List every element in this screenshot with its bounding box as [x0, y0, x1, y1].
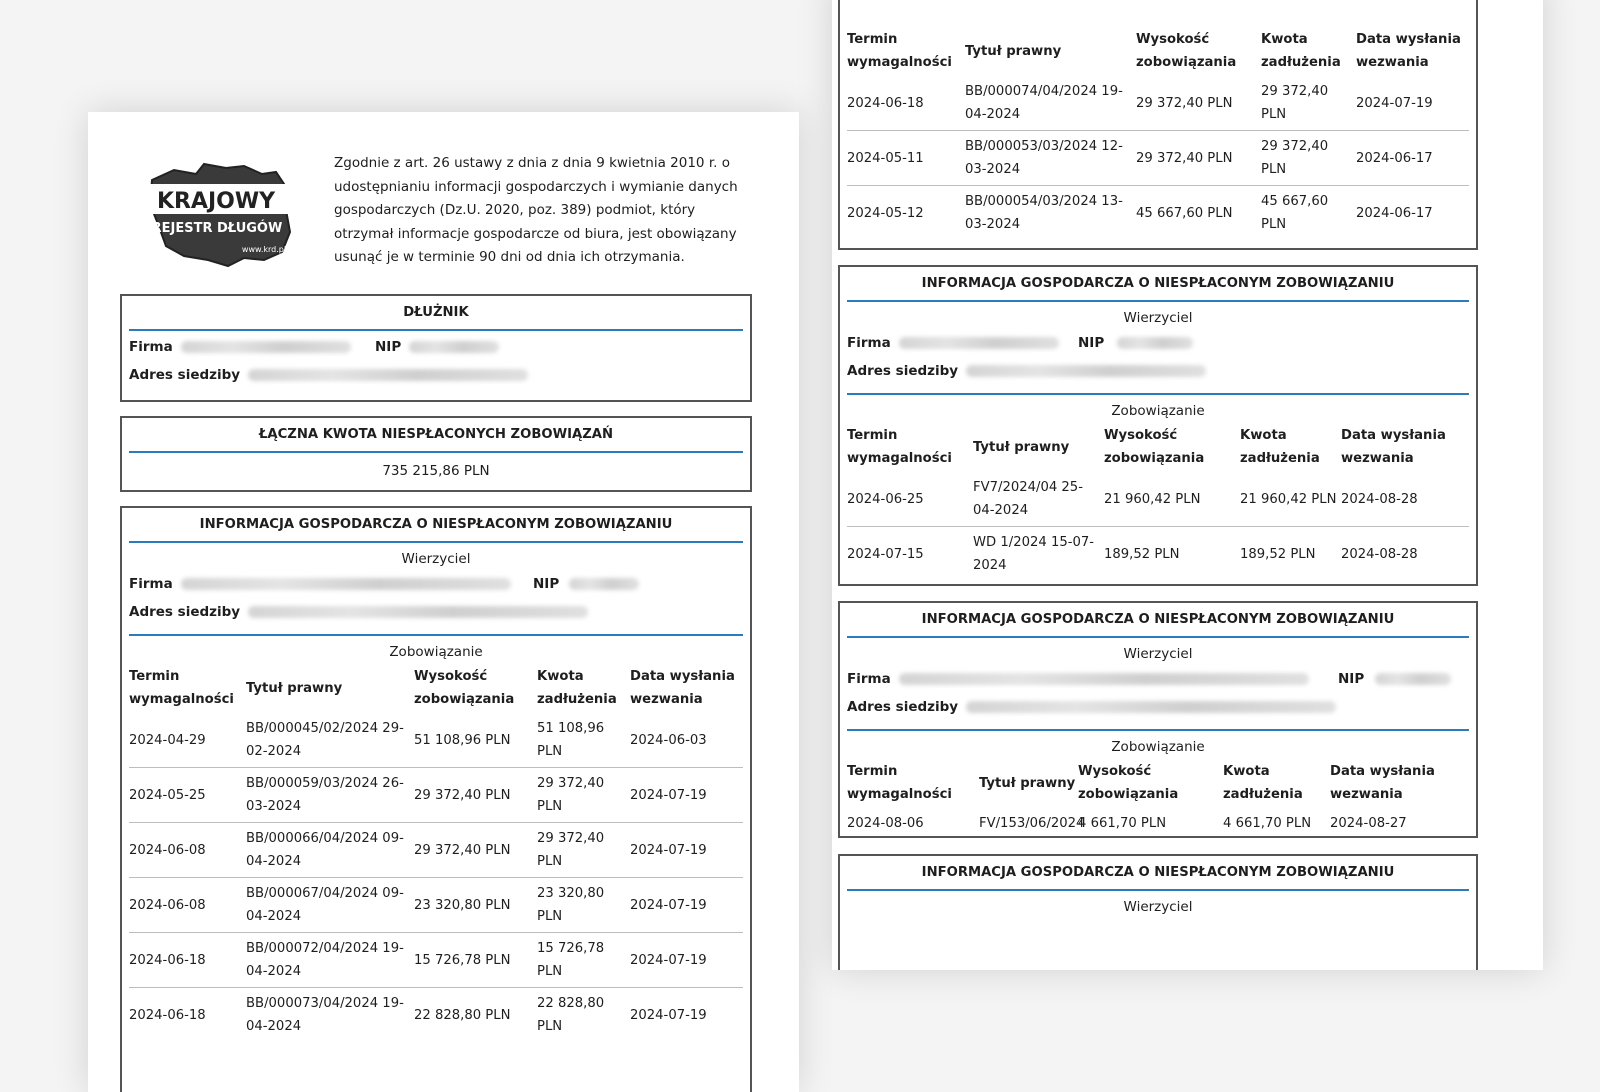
creditor-address-row [129, 598, 743, 626]
table-cell: 21 960,42 PLN [1240, 491, 1337, 507]
table-cell: 29 372,40 PLN [1136, 150, 1233, 166]
creditor-heading: Wierzyciel [1123, 646, 1193, 662]
table-cell: WD 1/2024 15-07-2024 [973, 535, 1095, 573]
col-header: Termin wymagalności [847, 428, 952, 466]
redacted-value [966, 365, 1206, 377]
table-cell: 29 372,40 PLN [537, 776, 605, 814]
address-label: Adres siedziby [129, 367, 241, 383]
col-header: Data wysłania wezwania [1330, 764, 1435, 802]
logo-line1: KRAJOWY [156, 189, 276, 214]
table-cell: 4 661,70 PLN [1078, 816, 1167, 831]
table-row [129, 933, 743, 988]
table-cell: 2024-06-17 [1356, 205, 1433, 221]
col-header: Tytuł prawny [973, 439, 1070, 455]
nip-label: NIP [1078, 335, 1105, 351]
table-cell: BB/000059/03/2024 26-03-2024 [246, 776, 404, 814]
table-cell: 2024-07-19 [1356, 95, 1433, 111]
document-page-left [88, 112, 799, 1092]
col-header: Wysokość zobowiązania [414, 669, 515, 707]
debt-info-section [120, 506, 752, 1092]
table-row [847, 186, 1469, 241]
total-section [120, 416, 752, 492]
address-label: Adres siedziby [847, 699, 959, 715]
section-title: INFORMACJA GOSPODARCZA O NIESPŁACONYM ZOBOWIĄZANIU [129, 508, 743, 543]
table-cell: 23 320,80 PLN [537, 886, 605, 924]
redacted-value [899, 673, 1309, 685]
debt-info-section [838, 601, 1478, 838]
table-cell: BB/000045/02/2024 29-02-2024 [246, 721, 404, 759]
obligations-table [129, 663, 743, 1042]
table-cell: 2024-06-18 [129, 952, 206, 968]
table-cell: 29 372,40 PLN [537, 831, 605, 869]
section-title: ŁĄCZNA KWOTA NIESPŁACONYCH ZOBOWIĄZAŃ [129, 418, 743, 453]
redacted-value [569, 578, 639, 590]
table-cell: 2024-06-18 [847, 95, 924, 111]
table-cell: FV7/2024/04 25-04-2024 [973, 480, 1083, 518]
col-header: Termin wymagalności [847, 764, 952, 802]
table-cell: 2024-06-08 [129, 842, 206, 858]
table-cell: 15 726,78 PLN [537, 941, 605, 979]
creditor-address-row [847, 357, 1469, 385]
table-row [129, 768, 743, 823]
redacted-value [181, 341, 351, 353]
creditor-firma-row [129, 570, 743, 598]
table-cell: 4 661,70 PLN [1223, 816, 1312, 831]
table-cell: BB/000053/03/2024 12-03-2024 [965, 139, 1123, 177]
table-row [847, 527, 1469, 582]
table-row [847, 76, 1469, 131]
legal-notice: Zgodnie z art. 26 ustawy z dnia z dnia 9 kwietnia 2010 r. o udostępnianiu informacji gospodarczych i wymianie danych gospodarczych (Dz.U. 2020, poz. 389) podmiot, który otrzymał informacje gospodarcze od biura, jest obowiązany usunąć je w terminie 90 dni od dnia ich otrzymania. [334, 155, 738, 265]
table-cell: 189,52 PLN [1104, 546, 1180, 562]
table-cell: 2024-08-28 [1341, 546, 1418, 562]
table-row [129, 988, 743, 1043]
document-page-right [832, 0, 1543, 970]
table-cell: BB/000073/04/2024 19-04-2024 [246, 996, 404, 1034]
section-title: INFORMACJA GOSPODARCZA O NIESPŁACONYM ZOBOWIĄZANIU [847, 603, 1469, 638]
table-cell: 2024-07-19 [630, 1007, 707, 1023]
section-title: DŁUŻNIK [129, 296, 743, 331]
table-cell: 2024-08-27 [1330, 816, 1407, 831]
table-cell: 2024-07-19 [630, 787, 707, 803]
col-header: Data wysłania wezwania [1356, 32, 1461, 70]
debt-info-section [838, 265, 1478, 586]
table-row [129, 713, 743, 768]
redacted-value [966, 701, 1336, 713]
creditor-firma-row [847, 665, 1469, 693]
creditor-firma-row [847, 329, 1469, 357]
col-header: Tytuł prawny [979, 775, 1076, 791]
creditor-address-row [847, 693, 1469, 721]
table-cell: 2024-06-18 [129, 1007, 206, 1023]
table-cell: 45 667,60 PLN [1261, 194, 1329, 232]
firma-label: Firma [129, 576, 173, 592]
section-title: INFORMACJA GOSPODARCZA O NIESPŁACONYM ZOBOWIĄZANIU [847, 267, 1469, 302]
section-title: INFORMACJA GOSPODARCZA O NIESPŁACONYM ZOBOWIĄZANIU [847, 856, 1469, 891]
table-cell: 2024-06-25 [847, 491, 924, 507]
table-cell: 2024-08-06 [847, 816, 924, 831]
firma-label: Firma [847, 671, 891, 687]
nip-label: NIP [375, 339, 402, 355]
table-body [847, 472, 1469, 581]
col-header: Kwota zadłużenia [1223, 764, 1303, 802]
table-header-row [847, 26, 1469, 76]
table-cell: 51 108,96 PLN [414, 732, 511, 748]
creditor-heading: Wierzyciel [1123, 310, 1193, 326]
total-amount: 735 215,86 PLN [382, 463, 490, 479]
table-cell: 21 960,42 PLN [1104, 491, 1201, 507]
redacted-value [409, 341, 499, 353]
table-cell: 29 372,40 PLN [1261, 139, 1329, 177]
obligations-table [847, 422, 1469, 581]
table-cell: 2024-04-29 [129, 732, 206, 748]
table-cell: 22 828,80 PLN [414, 1007, 511, 1023]
col-header: Kwota zadłużenia [1240, 428, 1320, 466]
table-header-row [847, 422, 1469, 472]
debtor-section [120, 294, 752, 402]
table-cell: BB/000066/04/2024 09-04-2024 [246, 831, 404, 869]
firma-label: Firma [847, 335, 891, 351]
table-cell: FV/153/06/2024 [979, 816, 1085, 831]
table-cell: 45 667,60 PLN [1136, 205, 1233, 221]
table-cell: 29 372,40 PLN [414, 842, 511, 858]
debtor-address-row [129, 361, 743, 389]
firma-label: Firma [129, 339, 173, 355]
creditor-heading: Wierzyciel [1123, 899, 1193, 915]
redacted-value [1375, 673, 1451, 685]
table-row [847, 808, 1469, 839]
table-cell: 2024-07-19 [630, 842, 707, 858]
table-body [847, 76, 1469, 240]
table-cell: BB/000067/04/2024 09-04-2024 [246, 886, 404, 924]
table-cell: 2024-06-03 [630, 732, 707, 748]
col-header: Wysokość zobowiązania [1104, 428, 1205, 466]
col-header: Termin wymagalności [129, 669, 234, 707]
table-row [129, 878, 743, 933]
col-header: Termin wymagalności [847, 32, 952, 70]
debtor-firma-row [129, 333, 743, 361]
table-cell: 29 372,40 PLN [1136, 95, 1233, 111]
krd-logo [144, 160, 294, 270]
redacted-value [1117, 337, 1193, 349]
logo-url: www.krd.pl [241, 245, 287, 254]
debt-info-continued [838, 0, 1478, 250]
table-cell: BB/000074/04/2024 19-04-2024 [965, 84, 1123, 122]
redacted-value [181, 578, 511, 590]
col-header: Tytuł prawny [965, 43, 1062, 59]
table-cell: 2024-07-15 [847, 546, 924, 562]
table-row [847, 472, 1469, 527]
table-row [847, 131, 1469, 186]
table-header-row [847, 758, 1469, 808]
table-body [847, 808, 1469, 839]
logo-line2: REJESTR DŁUGÓW [151, 221, 283, 236]
col-header: Wysokość zobowiązania [1136, 32, 1237, 70]
nip-label: NIP [533, 576, 560, 592]
table-cell: 23 320,80 PLN [414, 897, 511, 913]
table-cell: 189,52 PLN [1240, 546, 1316, 562]
obligations-table [847, 26, 1469, 240]
table-cell: 2024-05-11 [847, 150, 924, 166]
address-label: Adres siedziby [129, 604, 241, 620]
table-body [129, 713, 743, 1042]
col-header: Data wysłania wezwania [1341, 428, 1446, 466]
table-cell: 2024-07-19 [630, 952, 707, 968]
obligation-heading: Zobowiązanie [1111, 403, 1205, 419]
table-cell: 2024-06-17 [1356, 150, 1433, 166]
table-cell: BB/000054/03/2024 13-03-2024 [965, 194, 1123, 232]
address-label: Adres siedziby [847, 363, 959, 379]
table-cell: 51 108,96 PLN [537, 721, 605, 759]
table-cell: 2024-08-28 [1341, 491, 1418, 507]
table-row [129, 823, 743, 878]
table-cell: 29 372,40 PLN [1261, 84, 1329, 122]
table-cell: 22 828,80 PLN [537, 996, 605, 1034]
table-cell: 2024-05-25 [129, 787, 206, 803]
redacted-value [248, 369, 528, 381]
redacted-value [899, 337, 1059, 349]
table-cell: 2024-06-08 [129, 897, 206, 913]
table-cell: 2024-07-19 [630, 897, 707, 913]
creditor-heading: Wierzyciel [401, 551, 471, 567]
table-cell: 2024-05-12 [847, 205, 924, 221]
table-cell: 15 726,78 PLN [414, 952, 511, 968]
col-header: Tytuł prawny [246, 680, 343, 696]
col-header: Kwota zadłużenia [1261, 32, 1341, 70]
redacted-value [248, 606, 588, 618]
table-header-row [129, 663, 743, 713]
col-header: Wysokość zobowiązania [1078, 764, 1179, 802]
obligation-heading: Zobowiązanie [389, 644, 483, 660]
nip-label: NIP [1338, 671, 1365, 687]
table-cell: BB/000072/04/2024 19-04-2024 [246, 941, 404, 979]
obligations-table [847, 758, 1469, 839]
debt-info-section [838, 854, 1478, 970]
table-cell: 29 372,40 PLN [414, 787, 511, 803]
col-header: Kwota zadłużenia [537, 669, 617, 707]
col-header: Data wysłania wezwania [630, 669, 735, 707]
obligation-heading: Zobowiązanie [1111, 739, 1205, 755]
